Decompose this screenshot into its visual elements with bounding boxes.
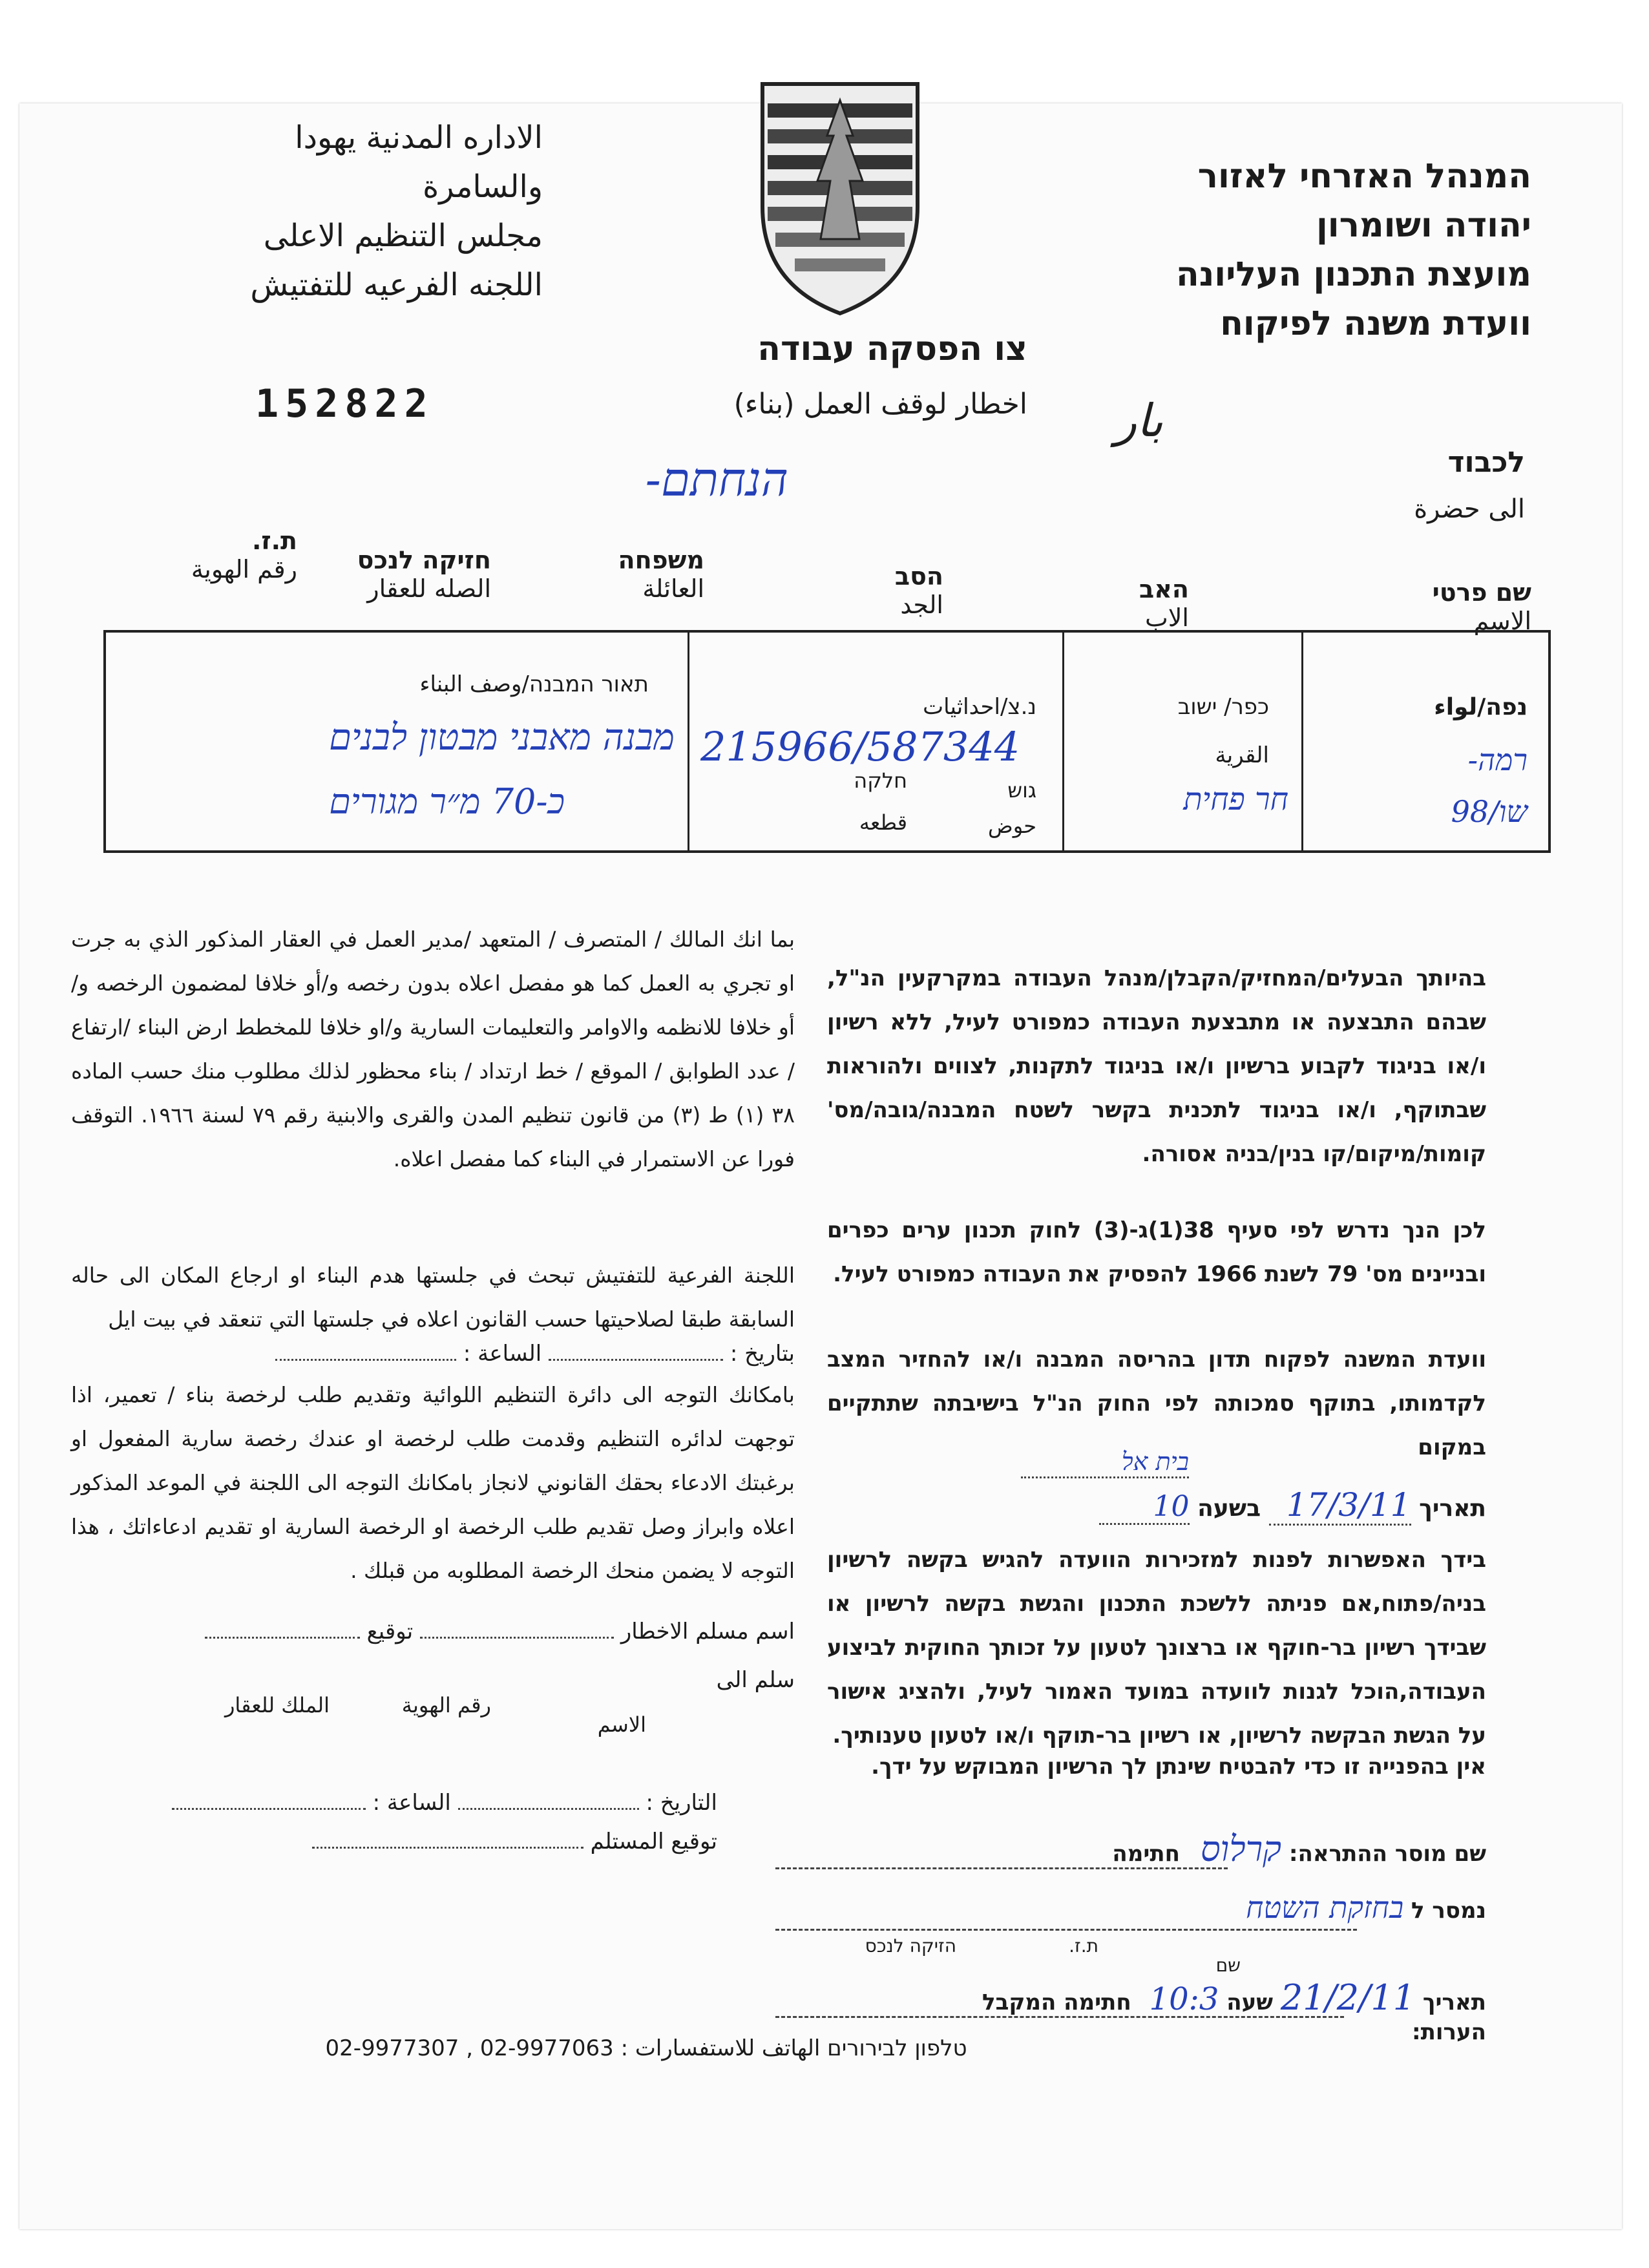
he-meeting-datetime <box>827 1486 1486 1526</box>
he-delivered-to-row <box>775 1890 1486 1925</box>
person-field-id <box>142 527 297 583</box>
he-property-link-label: הזיקה לנכס <box>865 1935 956 1957</box>
order-number: 152822 <box>255 381 434 426</box>
person-field-label-ar: الجد <box>900 591 943 619</box>
person-field-label-he: הסב <box>894 562 943 591</box>
ar-owner-label: الملك للعقار <box>224 1693 330 1717</box>
he-paragraph-2: לכן הנך נדרש לפי סעיף 38(1)ג-(3) לחוק תכנון ערים כפרים ובניינים מס' 79 לשנת 1966 להפסיק את העבודה כמפורט לעיל. <box>827 1217 1486 1287</box>
he-signature-label: חתימה <box>1112 1841 1180 1867</box>
person-field-property-link <box>317 546 491 603</box>
ar-date-blank <box>549 1359 723 1361</box>
he-name-label: שם <box>1215 1955 1241 1976</box>
table-block-ar: حوض <box>988 814 1036 838</box>
he-receipt-line <box>775 2016 1344 2018</box>
person-field-label-he: ת.ז. <box>251 527 297 555</box>
ar-receiver-blank <box>312 1847 583 1849</box>
he-deliverer-name: קרלוס <box>1200 1829 1282 1869</box>
ar-id-label: رقم الهوية <box>401 1693 491 1717</box>
person-field-label-he: משפחה <box>618 546 704 574</box>
person-field-family <box>569 546 704 603</box>
he-paragraph-1: בהיותך הבעלים/המחזיק/הקבלן/מנהל העבודה במקרקעין הנ"ל, שבהם התבצעה או מתבצעת העבודה כמפורט לעיל, ללא רשיון ו/או בניגוד לקבוע ברשיון ו/או בניגוד לתקנות, לצווים ולהוראות שבתוקף, ו/או בניגוד לתכנית בקשר לשטח המבנה/גובה/מס' קומות/מיקום/קו בנין/בניה אסורה. <box>827 965 1486 1167</box>
he-deliverer-line <box>775 1867 1228 1869</box>
person-field-label-he: חזיקה לנכס <box>357 546 491 574</box>
person-field-label-ar: العائلة <box>642 574 704 603</box>
header-ar-line: مجلس التنظيم الاعلى <box>263 218 543 254</box>
he-meeting-time-value: 10 <box>1099 1490 1190 1525</box>
table-divider <box>1301 633 1303 850</box>
table-block-he: גוש <box>1007 778 1036 803</box>
header-he-line: וועדת משנה לפיקוח <box>1220 304 1531 343</box>
person-field-label-ar: الاب <box>1144 604 1189 632</box>
ar-paragraph-1: بما انك المالك / المتصرف / المتعهد /مدير العمل في العقار المذكور الذي به جرت او تجري به العمل كما هو مفصل اعلاه بدون رخصه و/أو خلافا لمضمون الرخصه و/أو خلافا للانظمه والاوامر والتعليمات السارية و/او خلافا للمخطط ارض البناء /ارتفاع / عدد الطوابق / الموقع / خط ارتداد / بناء محظور لذلك مطلوب منك حسب الماده ٣٨ (١) ط (٣) من قانون تنظيم المدن والقرى والابنية رقم ٧٩ لسنة ١٩٦٦. التوقف فورا عن الاستمرار في البناء كما مفصل اعلاه. <box>71 927 795 1171</box>
ar-date2-row <box>71 1790 717 1816</box>
he-notes-label: הערות: <box>1412 2019 1486 2045</box>
person-field-label-he: שם פרטי <box>1432 578 1531 607</box>
header-he <box>1098 152 1531 348</box>
header-ar-line: الاداره المدنية يهودا <box>295 120 543 156</box>
person-field-father <box>1047 575 1189 632</box>
he-meeting-time-label: בשעה <box>1197 1495 1261 1522</box>
he-receipt-time-label: שעה <box>1226 1990 1274 2015</box>
header-he-line: יהודה ושומרון <box>1316 206 1531 245</box>
he-delivered-to-label: נמסר ל <box>1411 1898 1486 1924</box>
he-delivered-to-line <box>775 1929 1357 1931</box>
table-village-value: חר פחית <box>1183 781 1288 817</box>
person-field-grandfather <box>814 562 943 619</box>
ar-receiver-label: توقيع المستلم <box>590 1829 717 1854</box>
recipient-to-ar: الى حضرة <box>1414 494 1525 524</box>
he-meeting-place <box>827 1447 1189 1478</box>
ar-delivered-to-label: سلم الى <box>716 1667 795 1693</box>
ar-time-blank <box>275 1359 456 1361</box>
ar-deliverer-blank <box>420 1637 614 1639</box>
person-field-label-ar: رقم الهوية <box>191 555 297 583</box>
ar-name-label: الاسم <box>597 1712 646 1737</box>
he-deliverer-label: שם מוסר ההתראה: <box>1288 1841 1486 1867</box>
table-region-value: רמה- <box>1467 742 1528 777</box>
he-paragraph-5: אין בהפנייה זו כדי להבטיח שינתן לך הרשיון המבוקש על ידך. <box>871 1754 1486 1780</box>
handwritten-mark: بار <box>1115 394 1163 447</box>
person-field-label-ar: الاسم <box>1473 607 1531 635</box>
ar-paragraph-2: اللجنة الفرعية للتفتيش تبحث في جلستها هدم البناء او ارجاع المكان الى حاله السابقة طبقا لصلاحيتها حسب القانون اعلاه في جلستها التي تنعقد في بيت ايل <box>71 1263 795 1332</box>
footer-phone-numbers: 02-9977307 , 02-9977063 <box>325 2035 614 2061</box>
header-ar <box>142 113 543 310</box>
table-building-value-1: מבנה מאבני מבטון לבנים <box>329 717 675 759</box>
table-building-value-2: כ-70 מ״ר מגורים <box>329 781 565 822</box>
ar-paragraph-3: بامكانك التوجه الى دائرة التنظيم اللوائية وتقديم طلب لرخصة بناء / تعمير، اذا توجهت لدائره التنظيم وقدمت طلب لرخصة او عندك رخصة سارية المفعول او برغبتك الادعاء بحقك القانوني لانجاز بامكانك التوجه الى اللجنة في الموعد المذكور اعلاه وابراز وصل تقديم طلب الرخصة او الرخصة السارية او تقديم ادعاءاتك ، هذا التوجه لا يضمن منحك الرخصة المطلوبه من قبلك . <box>71 1382 795 1583</box>
header-ar-line: اللجنه الفرعيه للتفتيش <box>250 267 543 303</box>
he-paragraph-4: בידך האפשרות לפנות למזכירות הוועדה להגיש בקשה לרשיון בניה/פתוח,אם פניתה ללשכת התכנון והגשת בקשה לרשיון או שבידך רשיון בר-חוקף או ברצונך לטעון על זכותך החוקית לביצוע העבודה,הוכל לגנות לוועדה במועד האמור לעיל, ולהציג אישור על הגשת הבקשה לרשיון, או רשיון בר-תוקף ו/או לטעון טענותיך. <box>827 1547 1486 1748</box>
ar-deliverer-label: اسم مسلم الاخطار <box>620 1619 795 1644</box>
header-ar-line: والسامرة <box>423 169 543 205</box>
person-field-first-name <box>1363 578 1531 635</box>
header-he-line: מועצת התכנון העליונה <box>1175 255 1531 294</box>
ar-date-time-row <box>71 1341 795 1367</box>
table-divider <box>1062 633 1064 850</box>
table-building-label: תאור המבנה/وصف البناء <box>419 671 649 697</box>
order-title-he: צו הפסקה עבודה <box>757 330 1027 368</box>
table-parcel-ar: قطعه <box>859 810 907 835</box>
table-coords-value: 215966/587344 <box>700 723 1020 770</box>
footer-phone-label: טלפון לבירורים الهاتف للاستفسارات : <box>620 2035 967 2061</box>
recipient-handwritten-name: הנחתם- <box>645 452 788 507</box>
he-receipt-row <box>775 1977 1486 2018</box>
ar-sign-label: توقيع <box>366 1619 414 1644</box>
he-meeting-place-value: בית אל <box>1021 1447 1189 1478</box>
he-delivered-to-name: בחזקת השטח <box>1246 1890 1404 1925</box>
order-title-ar: اخطار لوقف العمل (بناء) <box>733 388 1027 421</box>
ar-date-label: بتاريخ : <box>730 1341 795 1367</box>
table-divider <box>688 633 689 850</box>
footer-phone <box>194 2035 1098 2061</box>
property-table <box>103 630 1551 853</box>
header-he-line: המנהל האזרחי לאזור <box>1197 157 1531 196</box>
ar-deliverer-row <box>71 1619 795 1644</box>
person-field-label-he: האב <box>1139 575 1189 604</box>
ar-receiver-row <box>71 1829 717 1854</box>
table-village-label-ar: القرية <box>1215 742 1269 768</box>
ar-date2-blank <box>458 1808 639 1810</box>
table-village-label-he: כפר/ ישוב <box>1177 694 1269 720</box>
ar-time-label: الساعة : <box>463 1341 542 1367</box>
ar-sign-blank <box>205 1637 360 1639</box>
person-field-label-ar: الصله للعقار <box>367 574 491 603</box>
table-coords-label: נ.צ/احداثيات <box>923 694 1036 720</box>
he-meeting-date-label: תאריך <box>1419 1495 1486 1522</box>
table-region-value2: שו/98 <box>1451 794 1528 829</box>
he-receipt-date-label: תאריך <box>1422 1990 1486 2015</box>
he-receiver-sig-label: חתימה המקבל <box>982 1990 1131 2015</box>
ar-time2-label: الساعة : <box>372 1790 451 1816</box>
emblem-shield-icon <box>756 78 924 317</box>
he-meeting-date-value: 17/3/11 <box>1269 1486 1411 1526</box>
he-id-label: ת.ז. <box>1069 1935 1098 1957</box>
he-paragraph-3: וועדת המשנה לפקוח תדון בהריסה המבנה ו/או להחזיר המצב לקדמותו, בתוקף סמכותה לפי החוק הנ"ל בישיבתה שתתקיים במקום <box>827 1347 1486 1460</box>
he-receipt-time-value: 10:3 <box>1149 1981 1219 2017</box>
recipient-to-he: לכבוד <box>1447 446 1525 479</box>
ar-date2-label: التاريخ : <box>646 1790 717 1816</box>
table-parcel-he: חלקה <box>854 768 907 793</box>
he-receipt-date-value: 21/2/11 <box>1280 1977 1416 2018</box>
table-region-label: נפה/لواء <box>1434 694 1528 720</box>
ar-time2-blank <box>172 1808 366 1810</box>
he-deliverer-row <box>775 1829 1486 1869</box>
